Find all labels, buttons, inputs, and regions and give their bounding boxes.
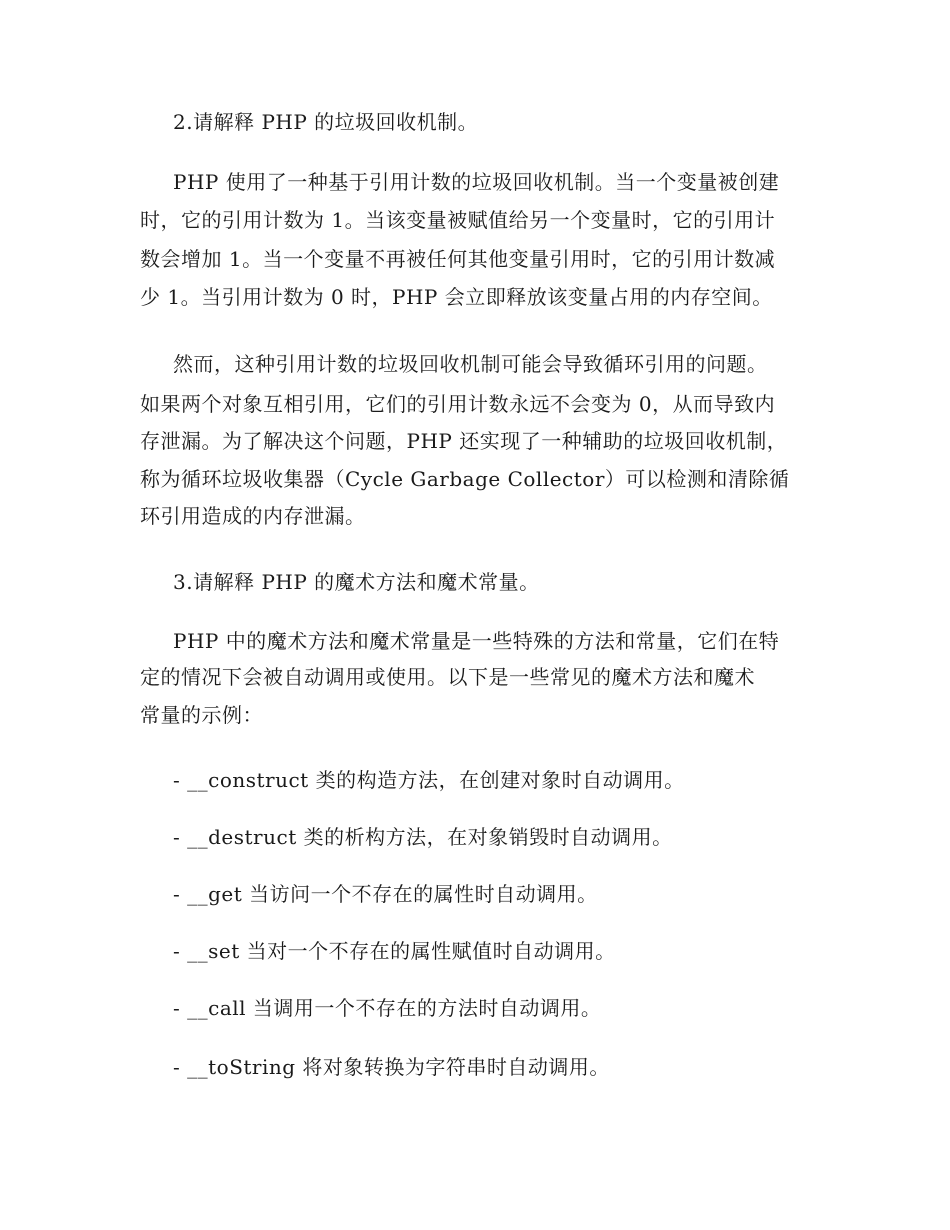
list-item-construct: - __construct 类的构造方法，在创建对象时自动调用。 (173, 768, 685, 792)
q2-para2-line5: 环引用造成的内存泄漏。 (140, 504, 366, 528)
q3-para1-line2: 定的情况下会被自动调用或使用。以下是一些常见的魔术方法和魔术 (140, 665, 755, 689)
q2-para1-line1: PHP 使用了一种基于引用计数的垃圾回收机制。当一个变量被创建 (173, 170, 780, 194)
list-item-set: - __set 当对一个不存在的属性赋值时自动调用。 (173, 939, 616, 963)
q3-heading: 3.请解释 PHP 的魔术方法和魔术常量。 (173, 570, 540, 594)
q2-para2-line4: 称为循环垃圾收集器（Cycle Garbage Collector）可以检测和清除循 (140, 467, 790, 491)
q2-heading: 2.请解释 PHP 的垃圾回收机制。 (173, 110, 479, 134)
q2-para2-line2: 如果两个对象互相引用，它们的引用计数永远不会变为 0，从而导致内 (140, 392, 776, 416)
q2-para2-line1: 然而，这种引用计数的垃圾回收机制可能会导致循环引用的问题。 (173, 352, 768, 376)
list-item-tostring: - __toString 将对象转换为字符串时自动调用。 (173, 1055, 610, 1079)
list-item-get: - __get 当访问一个不存在的属性时自动调用。 (173, 882, 598, 906)
q3-para1-line1: PHP 中的魔术方法和魔术常量是一些特殊的方法和常量，它们在特 (173, 629, 780, 653)
q2-para2-line3: 存泄漏。为了解决这个问题，PHP 还实现了一种辅助的垃圾回收机制， (140, 429, 788, 453)
list-item-call: - __call 当调用一个不存在的方法时自动调用。 (173, 996, 602, 1020)
q2-para1-line3: 数会增加 1。当一个变量不再被任何其他变量引用时，它的引用计数减 (140, 247, 776, 271)
q2-para1-line4: 少 1。当引用计数为 0 时，PHP 会立即释放该变量占用的内存空间。 (140, 285, 773, 309)
list-item-destruct: - __destruct 类的析构方法，在对象销毁时自动调用。 (173, 825, 673, 849)
q3-para1-line3: 常量的示例： (140, 703, 263, 727)
q2-para1-line2: 时，它的引用计数为 1。当该变量被赋值给另一个变量时，它的引用计 (140, 208, 776, 232)
